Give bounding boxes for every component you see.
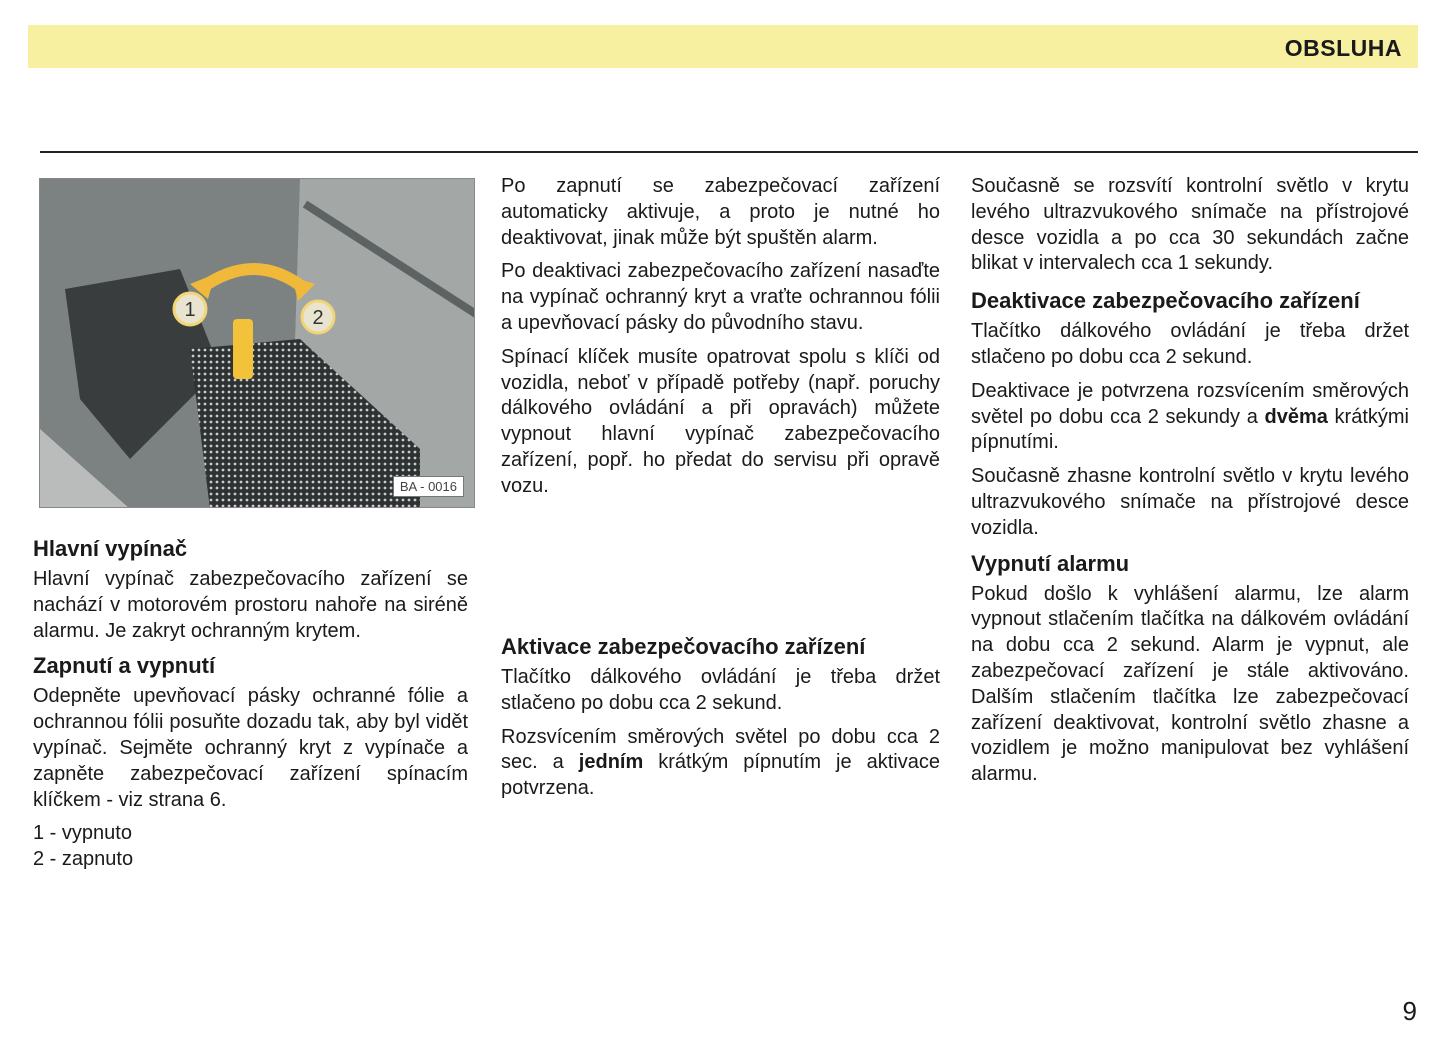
divider (40, 151, 1418, 153)
heading-main-switch: Hlavní vypínač (33, 536, 188, 561)
callout-1: 1 (184, 299, 196, 321)
right-column (971, 174, 1409, 796)
callout-2: 2 (312, 307, 324, 329)
left-column (33, 535, 468, 873)
heading-deactivation: Deaktivace zabezpečovacího zařízení (971, 288, 1360, 314)
paragraph: Současně zhasne kontrolní světlo v krytu levého ultrazvukového snímače na přístrojové desce vozidla. (971, 465, 1409, 539)
alarm-switch-illustration (39, 178, 475, 508)
paragraph: Pokud došlo k vyhlášení alarmu, lze alarm vypnout stlačením tlačítka na dálkovém ovládání na dobu cca 2 sekund. Alarm je vypnut, ale zabezpečovací zařízení je stále aktivováno. Dalším stlačením tlačítka lze zabezpečovací zařízení deaktivovat, kontrolní světlo zhasne a vozidlem je možno manipulovat bez vyhlášení alarmu. (971, 582, 1409, 786)
switch-positions-list (33, 821, 468, 873)
paragraph (501, 725, 940, 802)
section-title: OBSLUHA (1284, 35, 1402, 61)
paragraph: Po zapnutí se zabezpečovací zařízení automaticky aktivuje, a proto je nutné ho deaktivovat, jinak může být spuštěn alarm. (501, 175, 940, 249)
middle-column (501, 174, 940, 508)
paragraph: Odepněte upevňovací pásky ochranné fólie a ochrannou fólii posuňte dozadu tak, aby byl vidět vypínač. Sejměte ochranný kryt z vypínače a zapněte zabezpečovací zařízení spínacím klíčkem - viz strana 6. (33, 685, 468, 811)
figure-label: BA - 0016 (393, 476, 464, 497)
paragraph: Hlavní vypínač zabezpečovacího zařízení se nachází v motorovém prostoru nahoře na siréně alarmu. Je zakryt ochranným krytem. (33, 568, 468, 642)
paragraph (971, 379, 1409, 456)
paragraph: Spínací klíček musíte opatrovat spolu s klíči od vozidla, neboť v případě potřeby (např. poruchy dálkového ovládání a při opravách) můžete vypnout hlavní vypínač zabezpečovacího zařízení, popř. ho předat do servisu při opravě vozu. (501, 345, 940, 497)
text: krátkým pípnutím je aktivace potvrzena. (501, 751, 940, 800)
text: krátkými pípnutími. (971, 405, 1409, 454)
paragraph: Tlačítko dálkového ovládání je třeba držet stlačeno po dobu cca 2 sekund. (971, 320, 1409, 368)
illustration-graphic (40, 179, 475, 508)
list-item: 1 - vypnuto (33, 822, 132, 845)
heading-on-off: Zapnutí a vypnutí (33, 653, 216, 679)
emphasis: jedním (578, 751, 644, 774)
paragraph: Po deaktivaci zabezpečovacího zařízení nasaďte na vypínač ochranný kryt a vraťte ochrannou fólii a upevňovací pásky do původního stavu. (501, 260, 940, 334)
list-item: 2 - zapnuto (33, 848, 134, 871)
paragraph: Tlačítko dálkového ovládání je třeba držet stlačeno po dobu cca 2 sekund. (501, 666, 940, 714)
emphasis: dvěma (1264, 405, 1328, 428)
text: Rozsvícením směrových světel po dobu cca 2 sec. a (501, 725, 940, 774)
middle-column-lower (501, 633, 940, 810)
page-number: 9 (1402, 996, 1417, 1026)
heading-activation: Aktivace zabezpečovacího zařízení (501, 634, 866, 659)
text: Deaktivace je potvrzena rozsvícením směrových světel po dobu cca 2 sekundy a (971, 379, 1409, 428)
section-header-band (28, 25, 1418, 68)
paragraph: Současně se rozsvítí kontrolní světlo v krytu levého ultrazvukového snímače na přístrojové desce vozidla a po cca 30 sekundách začne blikat v intervalech cca 1 sekundy. (971, 175, 1409, 275)
heading-alarm-off: Vypnutí alarmu (971, 550, 1130, 576)
